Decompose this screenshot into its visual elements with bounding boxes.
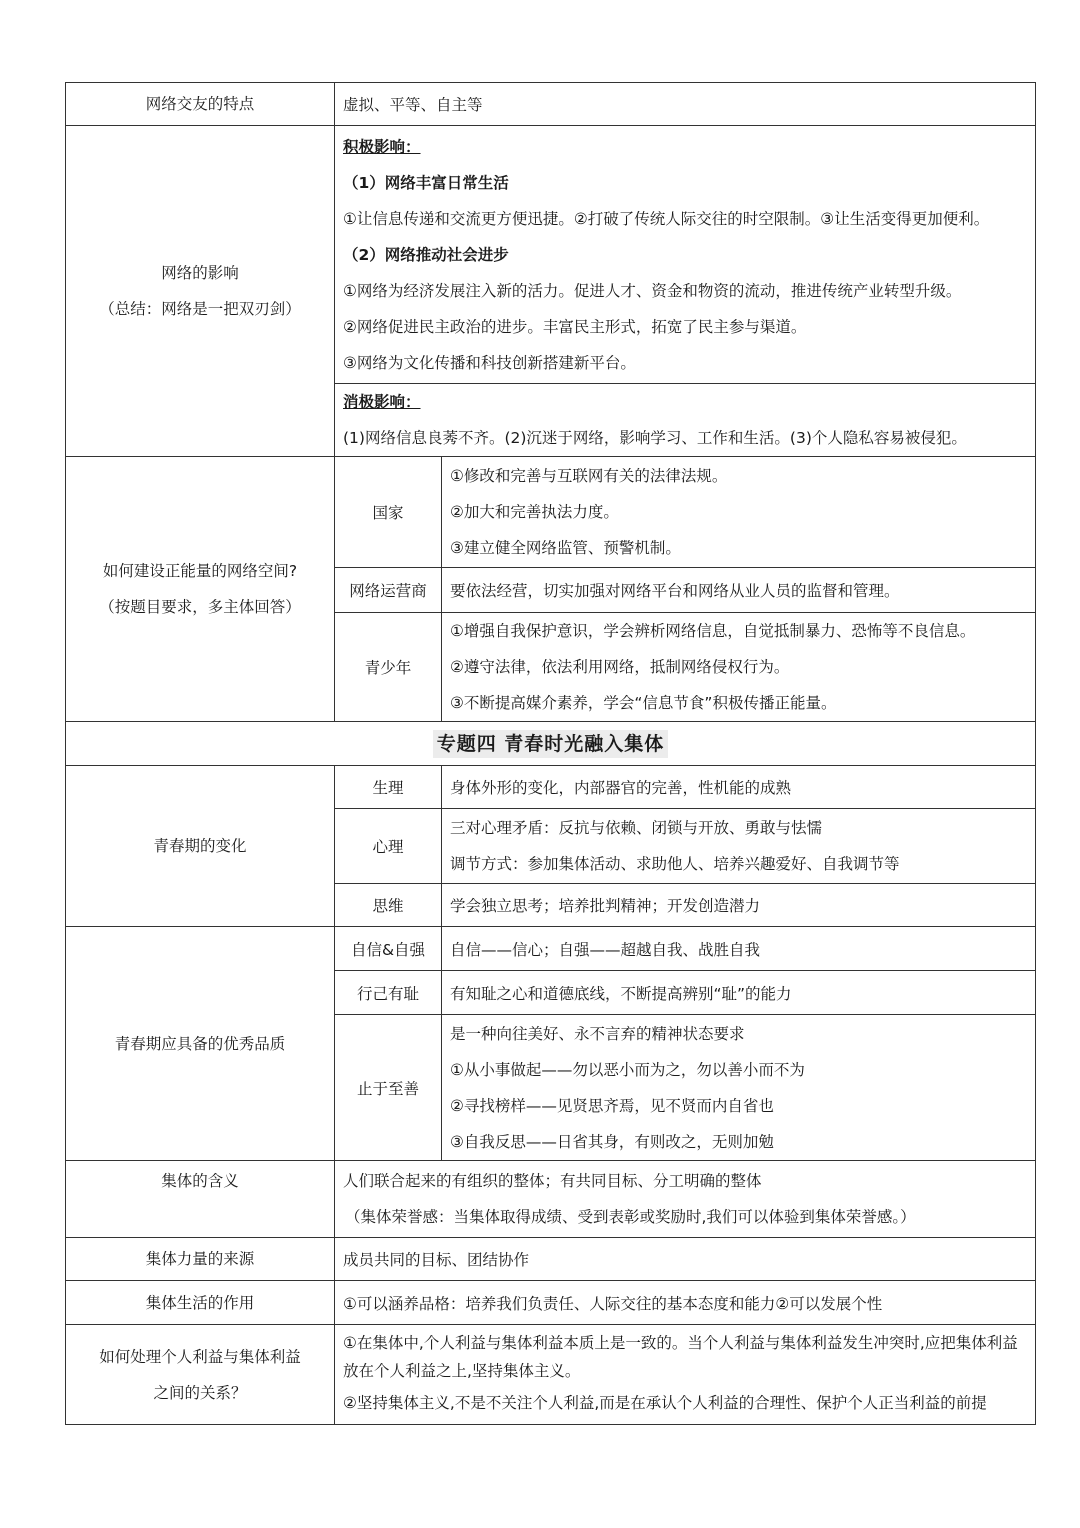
interests-content xyxy=(335,1325,1036,1425)
label-network-friendship: 网络交友的特点 xyxy=(66,83,335,126)
label-collective-meaning: 集体的含义 xyxy=(66,1161,335,1238)
positive-sub1-text: ①让信息传递和交流更方便迅捷。②打破了传统人际交往的时空限制。③让生活变得更加便利。 xyxy=(343,209,990,228)
label-interests-line: 之间的关系？ xyxy=(153,1383,247,1402)
youth-item: ①增强自我保护意识，学会辨析网络信息，自觉抵制暴力、恐怖等不良信息。 xyxy=(450,622,976,640)
interests-text: ②坚持集体主义,不是不关注个人利益,而是在承认个人利益的合理性、保护个人正当利益的前提 xyxy=(343,1394,987,1412)
row-interests xyxy=(66,1325,1036,1425)
row-topic-heading xyxy=(66,722,1036,766)
row-network-friendship xyxy=(66,83,1036,126)
topic-heading: 专题四 青春时光融入集体 xyxy=(433,730,669,758)
goodness-item: 是一种向往美好、永不言弃的精神状态要求 xyxy=(450,1024,745,1043)
goodness-item: ③自我反思——日省其身，有则改之，无则加勉 xyxy=(450,1132,774,1151)
confidence-content: 自信——信心；自强——超越自我、战胜自我 xyxy=(442,927,1036,971)
country-item: ③建立健全网络监管、预警机制。 xyxy=(450,539,681,557)
positive-sub2: （2）网络推动社会进步 xyxy=(343,245,509,264)
psych-content xyxy=(442,809,1036,884)
sub-label-country: 国家 xyxy=(335,457,442,568)
positive-sub1: （1）网络丰富日常生活 xyxy=(343,173,509,192)
psych-line: 三对心理矛盾：反抗与依赖、闭锁与开放、勇敢与怯懦 xyxy=(450,819,823,837)
row-adolescence-physio xyxy=(66,766,1036,809)
label-network-influence-note: （总结：网络是一把双刃剑） xyxy=(99,300,301,318)
physio-content: 身体外形的变化，内部器官的完善，性机能的成熟 xyxy=(442,766,1036,809)
goodness-item: ①从小事做起——勿以恶小而为之，勿以善小而不为 xyxy=(450,1060,805,1079)
negative-influence-cell xyxy=(335,384,1036,457)
sub-label-shame: 行己有耻 xyxy=(335,971,442,1015)
sub-label-operator: 网络运营商 xyxy=(335,568,442,613)
shame-content: 有知耻之心和道德底线，不断提高辨别“耻”的能力 xyxy=(442,971,1036,1015)
negative-heading: 消极影响： xyxy=(343,393,421,411)
sub-label-youth: 青少年 xyxy=(335,613,442,722)
positive-sub2-item: ②网络促进民主政治的进步。丰富民主形式，拓宽了民主参与渠道。 xyxy=(343,317,807,336)
collective-role-content: ①可以涵养品格：培养我们负责任、人际交往的基本态度和能力②可以发展个性 xyxy=(335,1281,1036,1325)
knowledge-table xyxy=(65,82,1036,1425)
label-qualities: 青春期应具备的优秀品质 xyxy=(66,927,335,1161)
interests-text: ①在集体中,个人利益与集体利益本质上是一致的。当个人利益与集体利益发生冲突时,应把集体利益放在个人利益之上,坚持集体主义。 xyxy=(343,1334,1018,1380)
operator-content: 要依法经营，切实加强对网络平台和网络从业人员的监督和管理。 xyxy=(442,568,1036,613)
sub-label-thinking: 思维 xyxy=(335,884,442,927)
collective-honor-line: （集体荣誉感：当集体取得成绩、受到表彰或奖励时,我们可以体验到集体荣誉感。） xyxy=(345,1208,916,1226)
label-build-network-title: 如何建设正能量的网络空间? xyxy=(102,562,298,580)
topic-heading-cell xyxy=(66,722,1036,766)
country-item: ①修改和完善与互联网有关的法律法规。 xyxy=(450,467,728,485)
positive-sub2-item: ①网络为经济发展注入新的活力。促进人才、资金和物资的流动，推进传统产业转型升级。 xyxy=(343,281,962,300)
label-network-influence-title: 网络的影响 xyxy=(161,264,239,282)
positive-heading: 积极影响： xyxy=(343,137,421,156)
positive-influence-cell xyxy=(335,126,1036,384)
row-collective-meaning xyxy=(66,1161,1036,1238)
country-item: ②加大和完善执法力度。 xyxy=(450,503,619,521)
negative-text: (1)网络信息良莠不齐。(2)沉迷于网络，影响学习、工作和生活。(3)个人隐私容易被侵犯。 xyxy=(343,429,967,447)
row-qualities-confidence xyxy=(66,927,1036,971)
value-network-friendship: 虚拟、平等、自主等 xyxy=(335,83,1036,126)
sub-label-goodness: 止于至善 xyxy=(335,1015,442,1161)
row-collective-role xyxy=(66,1281,1036,1325)
label-build-network xyxy=(66,457,335,722)
psych-line: 调节方式：参加集体活动、求助他人、培养兴趣爱好、自我调节等 xyxy=(450,855,900,873)
collective-power-content: 成员共同的目标、团结协作 xyxy=(335,1238,1036,1281)
row-network-influence-positive xyxy=(66,126,1036,384)
label-interests-line: 如何处理个人利益与集体利益 xyxy=(99,1347,301,1366)
row-collective-power xyxy=(66,1238,1036,1281)
thinking-content: 学会独立思考；培养批判精神；开发创造潜力 xyxy=(442,884,1036,927)
label-network-influence xyxy=(66,126,335,457)
label-collective-role: 集体生活的作用 xyxy=(66,1281,335,1325)
country-content xyxy=(442,457,1036,568)
row-build-country xyxy=(66,457,1036,568)
label-adolescence: 青春期的变化 xyxy=(66,766,335,927)
goodness-content xyxy=(442,1015,1036,1161)
collective-meaning-content xyxy=(335,1161,1036,1238)
label-build-network-note: （按题目要求，多主体回答） xyxy=(99,598,301,616)
label-interests xyxy=(66,1325,335,1425)
goodness-item: ②寻找榜样——见贤思齐焉，见不贤而内自省也 xyxy=(450,1096,774,1115)
sub-label-physio: 生理 xyxy=(335,766,442,809)
collective-meaning-line: 人们联合起来的有组织的整体；有共同目标、分工明确的整体 xyxy=(343,1172,762,1190)
positive-sub2-item: ③网络为文化传播和科技创新搭建新平台。 xyxy=(343,353,636,372)
sub-label-confidence: 自信&自强 xyxy=(335,927,442,971)
sub-label-psych: 心理 xyxy=(335,809,442,884)
youth-item: ③不断提高媒介素养，学会“信息节食”积极传播正能量。 xyxy=(450,694,837,712)
youth-item: ②遵守法律，依法利用网络，抵制网络侵权行为。 xyxy=(450,658,790,676)
youth-content xyxy=(442,613,1036,722)
label-collective-power: 集体力量的来源 xyxy=(66,1238,335,1281)
